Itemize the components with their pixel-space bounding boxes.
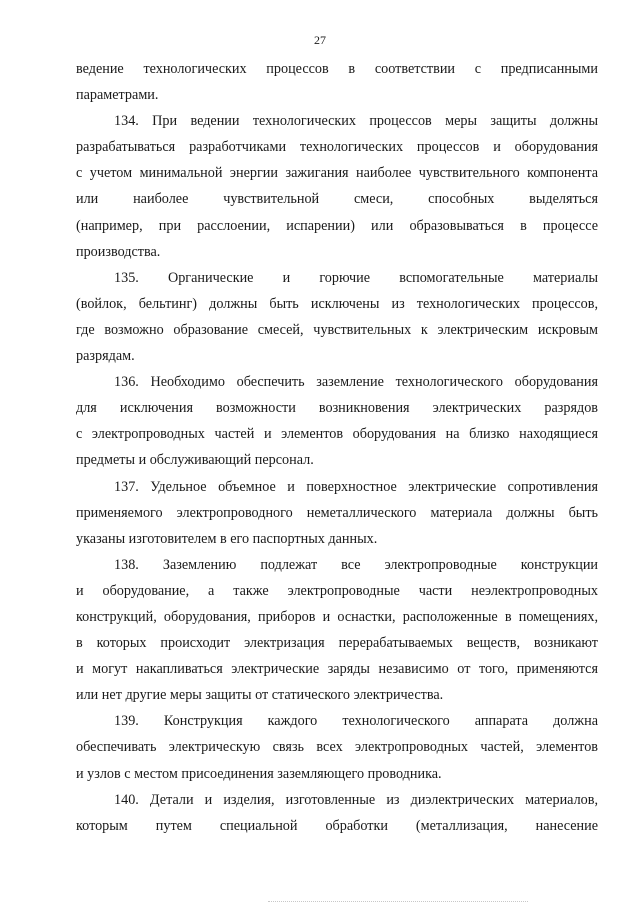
text-line: параметрами. — [76, 87, 159, 104]
text-line: 136. Необходимо обеспечить заземление технологического оборудования — [114, 374, 598, 391]
text-line: и оборудование, а также электропроводные части неэлектропроводных — [76, 582, 598, 599]
page-number: 27 — [314, 33, 326, 47]
text-line: где возможно образование смесей, чувствительных к электрическим искровым — [76, 321, 598, 338]
scan-edge-line — [268, 901, 528, 902]
text-line: 140. Детали и изделия, изготовленные из диэлектрических материалов, — [114, 791, 598, 808]
text-line: обеспечивать электрическую связь всех электропроводных частей, элементов — [76, 739, 598, 756]
text-line: которым путем специальной обработки (металлизация, нанесение — [76, 817, 598, 834]
text-line: разрабатываться разработчиками технологических процессов и оборудования — [76, 139, 598, 156]
text-line: с электропроводных частей и элементов оборудования на близко находящиеся — [76, 426, 598, 443]
text-line: предметы и обслуживающий персонал. — [76, 452, 314, 469]
text-line: 138. Заземлению подлежат все электропроводные конструкции — [114, 556, 598, 573]
text-line: или нет другие меры защиты от статического электричества. — [76, 687, 444, 704]
text-line: с учетом минимальной энергии зажигания наиболее чувствительного компонента — [76, 165, 598, 182]
text-line: и узлов с местом присоединения заземляющего проводника. — [76, 765, 442, 782]
text-line: разрядам. — [76, 348, 135, 365]
text-line: 137. Удельное объемное и поверхностное электрические сопротивления — [114, 478, 598, 495]
text-line: 134. При ведении технологических процессов меры защиты должны — [114, 113, 598, 130]
text-line: и могут накапливаться электрические заряды независимо от того, применяются — [76, 661, 598, 678]
text-line: (войлок, бельтинг) должны быть исключены из технологических процессов, — [76, 295, 598, 312]
text-line: 135. Органические и горючие вспомогательные материалы — [114, 269, 598, 286]
text-line: (например, при расслоении, испарении) или образовываться в процессе — [76, 217, 598, 234]
text-line: для исключения возможности возникновения электрических разрядов — [76, 400, 598, 417]
text-line: ведение технологических процессов в соответствии с предписанными — [76, 61, 598, 77]
text-line: в которых происходит электризация перерабатываемых веществ, возникают — [76, 635, 598, 652]
body-text — [76, 56, 598, 839]
text-line: или наиболее чувствительной смеси, способных выделяться — [76, 191, 598, 208]
text-line: применяемого электропроводного неметаллического материала должны быть — [76, 504, 598, 521]
text-line: производства. — [76, 243, 161, 260]
text-line: указаны изготовителем в его паспортных данных. — [76, 530, 378, 547]
text-line: конструкций, оборудования, приборов и оснастки, расположенные в помещениях, — [76, 608, 598, 625]
text-line: 139. Конструкция каждого технологического аппарата должна — [114, 713, 598, 730]
